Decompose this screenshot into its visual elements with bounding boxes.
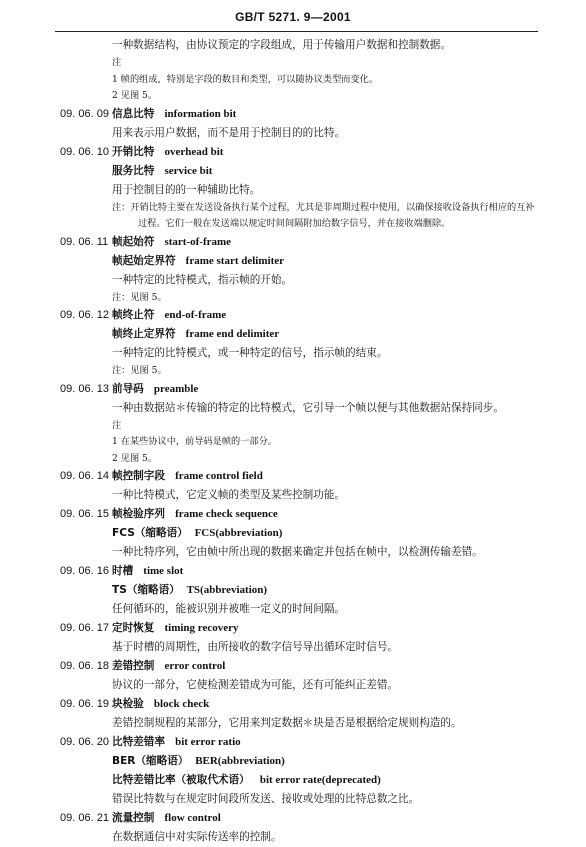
definition-line: [0, 581, 586, 600]
definition-line: [0, 181, 586, 200]
definition-line: [0, 600, 586, 619]
term-entry: [0, 162, 586, 181]
definition-line: [0, 676, 586, 695]
term-chinese: 帧控制字段: [112, 470, 165, 482]
note-line: [0, 200, 586, 217]
term-entry: [0, 809, 586, 828]
term-entry: [0, 143, 586, 162]
term-entry: [0, 233, 586, 252]
note-line: [0, 88, 586, 105]
definition-line: [0, 486, 586, 505]
definition-line: [0, 399, 586, 418]
line-text: 一种特定的比特模式，指示帧的开始。: [112, 273, 293, 286]
line-text: 注: [112, 419, 122, 431]
definition-line: [0, 828, 586, 847]
term-heading: [112, 809, 221, 828]
term-chinese: 帧检验序列: [112, 508, 165, 520]
term-entry: [0, 562, 586, 581]
term-entry: [0, 380, 586, 399]
line-text: 错误比特数与在规定时间段所发送、接收或处理的比特总数之比。: [112, 793, 420, 805]
term-heading: [112, 162, 212, 181]
term-heading: [112, 733, 241, 752]
definition-line: [0, 524, 586, 543]
note-line: [0, 72, 586, 89]
line-text: 注：见图 5。: [112, 365, 167, 376]
line-text: 1 帧的组成，特别是字段的数目和类型，可以随协议类型而变化。: [112, 73, 379, 85]
line-text: 2 见图 5。: [112, 90, 158, 101]
abbreviation-english: BER(abbreviation): [195, 755, 285, 767]
term-heading: [112, 657, 225, 676]
term-english: frame control field: [175, 470, 263, 482]
term-english: flow control: [164, 812, 221, 824]
abbreviation-line: [112, 752, 285, 771]
abbreviation-line: [112, 581, 267, 600]
term-chinese: 定时恢复: [112, 622, 155, 634]
note-line: [0, 363, 586, 380]
term-heading: [112, 325, 279, 344]
term-chinese: 开销比特: [112, 145, 155, 158]
line-text: 基于时槽的周期性，由所接收的数字信号导出循环定时信号。: [112, 641, 399, 653]
note-line: [0, 290, 586, 307]
line-text: 一种比特模式，它定义帧的类型及某些控制功能。: [112, 489, 346, 501]
definition-line: [0, 36, 586, 55]
term-chinese: 帧终止定界符: [112, 328, 176, 340]
line-text: 1 在某些协议中，前导码是帧的一部分。: [112, 436, 277, 447]
term-chinese: 前导码: [112, 382, 144, 395]
term-chinese: 比特差错比率（被取代术语）: [112, 774, 250, 786]
term-entry: [0, 771, 586, 790]
term-chinese: 帧起始符: [112, 235, 155, 248]
page-header: GB/T 5271. 9—2001: [235, 10, 351, 24]
term-entry: [0, 505, 586, 524]
abbreviation-english: FCS(abbreviation): [194, 527, 283, 539]
note-line: [0, 451, 586, 468]
term-number: 09. 06. 12: [60, 309, 109, 321]
term-entry: [0, 657, 586, 676]
term-number: 09. 06. 15: [60, 508, 109, 520]
term-entry: [0, 325, 586, 344]
definition-line: [0, 271, 586, 290]
term-entry: [0, 306, 586, 325]
term-english: end-of-frame: [164, 309, 227, 321]
term-heading: [112, 467, 263, 486]
term-heading: [112, 306, 226, 325]
term-english: timing recovery: [164, 622, 239, 634]
note-line: [0, 418, 586, 435]
term-english: frame check sequence: [175, 508, 278, 520]
term-heading: [112, 562, 183, 581]
definition-line: [0, 714, 586, 733]
term-heading: [112, 695, 209, 714]
term-number: 09. 06. 18: [60, 660, 109, 672]
definition-line: [0, 752, 586, 771]
definition-line: [0, 543, 586, 562]
header-rule: [55, 31, 538, 32]
term-heading: [112, 771, 381, 790]
term-number: 09. 06. 13: [60, 382, 109, 395]
term-chinese: 服务比特: [112, 164, 155, 177]
line-text: 用于控制目的的一种辅助比特。: [112, 183, 261, 196]
term-english: start-of-frame: [164, 235, 232, 248]
term-number: 09. 06. 14: [60, 470, 109, 482]
term-number: 09. 06. 20: [60, 736, 109, 748]
line-text: 协议的一部分，它使检测差错成为可能，还有可能纠正差错。: [112, 679, 399, 691]
term-heading: [112, 105, 236, 124]
term-heading: [112, 252, 284, 271]
term-number: 09. 06. 16: [60, 565, 109, 577]
line-text: 2 见图 5。: [112, 452, 158, 464]
line-text: 一种由数据站＊传输的特定的比特模式，它引导一个帧以便与其他数据站保持同步。: [112, 401, 504, 414]
term-english: time slot: [143, 565, 184, 577]
abbreviation-chinese: FCS（缩略语）: [112, 527, 188, 539]
term-number: 09. 06. 17: [60, 622, 109, 634]
term-heading: [112, 505, 278, 524]
term-english: frame end delimiter: [185, 328, 280, 340]
term-chinese: 时槽: [112, 565, 134, 577]
abbreviation-line: [112, 524, 282, 543]
term-heading: [112, 380, 198, 399]
definition-line: [0, 638, 586, 657]
term-chinese: 帧起始定界符: [112, 254, 176, 267]
definition-line: [0, 124, 586, 143]
term-english: service bit: [164, 164, 213, 177]
term-chinese: 信息比特: [112, 107, 155, 120]
term-number: 09. 06. 10: [60, 145, 109, 158]
definition-line: [0, 344, 586, 363]
line-text: 在数据通信中对实际传送率的控制。: [112, 831, 282, 843]
term-chinese: 流量控制: [112, 812, 155, 824]
line-text: 注: [112, 57, 122, 68]
term-entry: [0, 252, 586, 271]
note-line: [0, 434, 586, 451]
line-text: 过程。它们一般在发送端以规定时间间隔附加给数字信号，并在接收端删除。: [138, 218, 451, 229]
term-english: bit error rate(deprecated): [259, 774, 381, 786]
term-number: 09. 06. 19: [60, 698, 109, 710]
abbreviation-chinese: TS（缩略语）: [112, 584, 180, 596]
term-entry: [0, 619, 586, 638]
term-english: bit error ratio: [175, 736, 241, 748]
term-english: overhead bit: [164, 145, 224, 158]
note-line: [0, 216, 586, 233]
term-chinese: 帧终止符: [112, 309, 155, 321]
term-english: error control: [164, 660, 226, 672]
term-chinese: 比特差错率: [112, 736, 165, 748]
line-text: 任何循环的，能被识别并被唯一定义的时间间隔。: [112, 603, 346, 615]
term-heading: [112, 233, 231, 252]
document-body: [0, 36, 586, 847]
line-text: 一种数据结构，由协议预定的字段组成，用于传输用户数据和控制数据。: [112, 39, 451, 51]
line-text: 注：见图 5。: [112, 291, 167, 303]
line-text: 注：开销比特主要在发送设备执行某个过程，尤其是非周期过程中使用，以确保接收设备执行相应的互补: [112, 201, 535, 213]
term-english: frame start delimiter: [185, 254, 285, 267]
term-number: 09. 06. 21: [60, 812, 109, 824]
term-english: information bit: [164, 107, 237, 120]
line-text: 差错控制规程的某部分，它用来判定数据＊块是否是根据给定规则构造的。: [112, 717, 462, 729]
definition-line: [0, 790, 586, 809]
line-text: 一种特定的比特模式，或一种特定的信号，指示帧的结束。: [112, 347, 388, 359]
term-entry: [0, 105, 586, 124]
abbreviation-chinese: BER（缩略语）: [112, 755, 189, 767]
abbreviation-english: TS(abbreviation): [186, 584, 268, 596]
term-english: block check: [153, 698, 210, 710]
term-entry: [0, 695, 586, 714]
term-chinese: 块检验: [112, 698, 144, 710]
term-heading: [112, 619, 239, 638]
term-english: preamble: [153, 382, 199, 395]
term-entry: [0, 733, 586, 752]
line-text: 一种比特序列，它由帧中所出现的数据来确定并包括在帧中，以检测传输差错。: [112, 546, 483, 558]
note-line: [0, 55, 586, 72]
term-number: 09. 06. 09: [60, 107, 109, 120]
term-chinese: 差错控制: [112, 660, 155, 672]
term-number: 09. 06. 11: [60, 235, 109, 248]
term-entry: [0, 467, 586, 486]
line-text: 用来表示用户数据，而不是用于控制目的的比特。: [112, 126, 346, 139]
term-heading: [112, 143, 223, 162]
